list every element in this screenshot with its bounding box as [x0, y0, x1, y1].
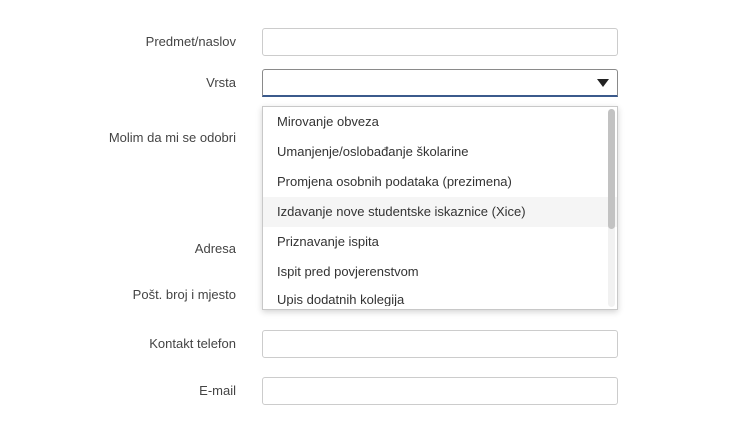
label-predmet-naslov: Predmet/naslov: [145, 34, 236, 50]
form-row-email: [0, 377, 745, 405]
label-adresa: Adresa: [194, 241, 236, 257]
email-input[interactable]: [262, 377, 618, 405]
dropdown-option[interactable]: Upis dodatnih kolegija: [277, 292, 405, 306]
type-select-option-list: [263, 107, 617, 306]
form-row-subject: [0, 28, 745, 56]
field-area-subject: [262, 28, 618, 56]
type-select[interactable]: [262, 69, 618, 97]
phone-input[interactable]: [262, 330, 618, 358]
dropdown-option[interactable]: Umanjenje/oslobađanje školarine: [277, 144, 469, 159]
type-select-dropdown[interactable]: [262, 106, 618, 310]
form-row-phone: [0, 330, 745, 358]
field-area-email: [262, 377, 618, 405]
dropdown-scrollbar-thumb[interactable]: [608, 109, 615, 229]
dropdown-option[interactable]: Ispit pred povjerenstvom: [277, 264, 419, 279]
dropdown-option[interactable]: Priznavanje ispita: [277, 234, 379, 249]
dropdown-option[interactable]: Mirovanje obveza: [277, 114, 379, 129]
dropdown-scrollbar[interactable]: [608, 109, 615, 307]
field-area-type: [262, 69, 618, 97]
dropdown-option[interactable]: Promjena osobnih podataka (prezimena): [277, 174, 512, 189]
label-postanski-broj-i-mjesto: Pošt. broj i mjesto: [132, 287, 236, 303]
label-e-mail: E-mail: [199, 383, 236, 399]
dropdown-option-selected[interactable]: Izdavanje nove studentske iskaznice (Xice): [263, 197, 617, 227]
subject-input[interactable]: [262, 28, 618, 56]
label-vrsta: Vrsta: [206, 75, 236, 91]
label-kontakt-telefon: Kontakt telefon: [149, 336, 236, 352]
form-row-type: [0, 69, 745, 97]
label-molim-da-mi-se-odobri: Molim da mi se odobri: [108, 130, 236, 146]
field-area-phone: [262, 330, 618, 358]
chevron-down-icon: [597, 79, 609, 87]
